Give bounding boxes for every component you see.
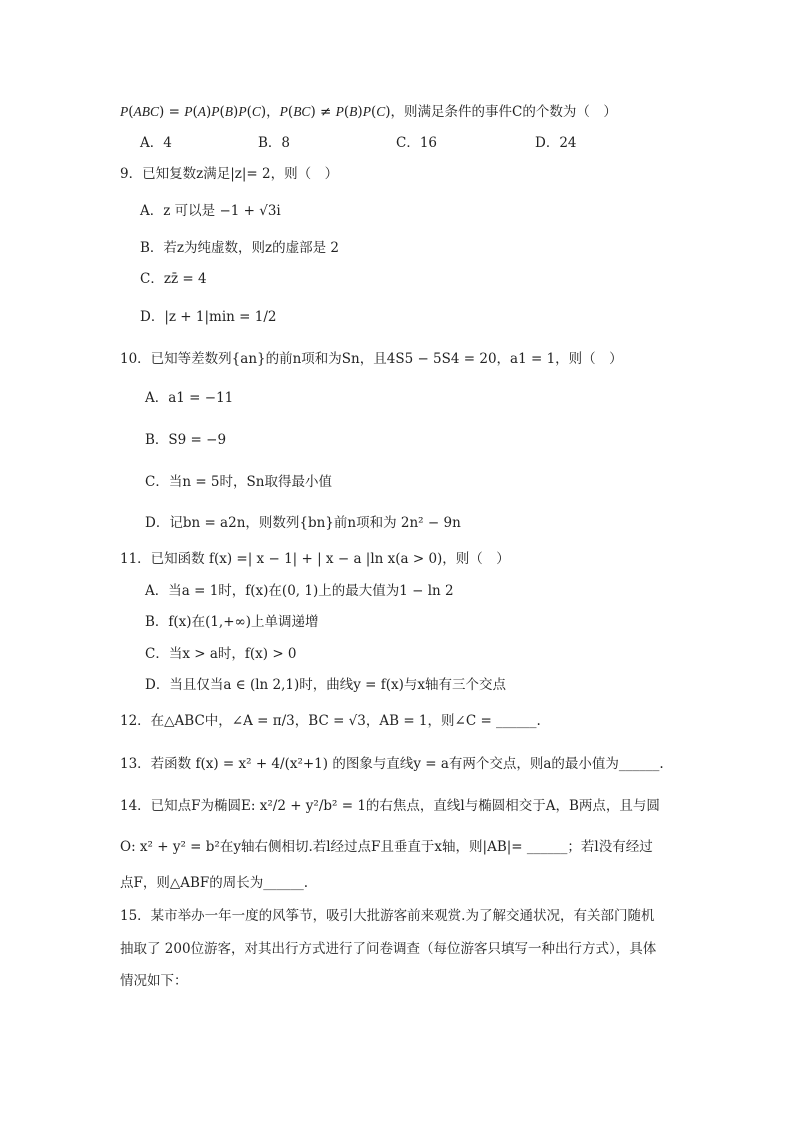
q9-option-b: B．若z为纯虚数，则z的虚部是 2 xyxy=(140,240,340,256)
q9-option-d: D．|z + 1|min = 1/2 xyxy=(140,309,277,325)
q9-stem: 9．已知复数z满足|z|= 2，则（ ） xyxy=(120,166,339,182)
q8-option-c: C．16 xyxy=(396,135,438,151)
q14-line2: O: x² + y² = b²在y轴右侧相切.若l经过点F且垂直于x轴，则|AB|= ______；若l没有经过 xyxy=(120,839,653,855)
q10-option-b: B．S9 = −9 xyxy=(145,432,227,448)
q8-condition-line xyxy=(120,103,617,121)
q10-option-c: C．当n = 5时，Sn取得最小值 xyxy=(145,474,332,490)
q11-option-c: C．当x > a时，f(x) > 0 xyxy=(145,646,297,662)
q10-stem: 10．已知等差数列{an}的前n项和为Sn，且4S5 − 5S4 = 20，a1 = 1，则（ ） xyxy=(120,351,623,367)
q8-option-d: D．24 xyxy=(535,135,577,151)
q11-option-a: A．当a = 1时，f(x)在(0, 1)上的最大值为1 − ln 2 xyxy=(145,583,454,599)
q15-line2: 抽取了 200位游客，对其出行方式进行了问卷调查（每位游客只填写一种出行方式），具体 xyxy=(120,941,657,957)
q10-option-a: A．a1 = −11 xyxy=(145,390,234,406)
q11-option-d: D．当且仅当a ∈ (ln 2,1)时，曲线y = f(x)与x轴有三个交点 xyxy=(145,677,507,693)
q9-option-a: A．z 可以是 −1 + √3i xyxy=(140,203,281,219)
q14-line1: 14．已知点F为椭圆E: x²/2 + y²/b² = 1的右焦点，直线l与椭圆相交于A，B两点，且与圆 xyxy=(120,798,660,814)
q9-option-c: C．zz̄ = 4 xyxy=(140,271,207,287)
q10-option-d: D．记bn = a2n，则数列{bn}前n项和为 2n² − 9n xyxy=(145,515,461,531)
q8-option-b: B．8 xyxy=(258,135,291,151)
q13-text: 13．若函数 f(x) = x² + 4/(x²+1) 的图象与直线y = a有两个交点，则a的最小值为______. xyxy=(120,756,664,772)
q11-option-b: B．f(x)在(1,+∞)上单调递增 xyxy=(145,614,319,630)
q14-line3: 点F，则△ABF的周长为______. xyxy=(120,875,309,891)
q11-stem: 11．已知函数 f(x) =| x − 1| + | x − a |ln x(a > 0)，则（ ） xyxy=(120,551,510,567)
q8-formula: P(ABC) = P(A)P(B)P(C)，P(BC) ≠ P(B)P(C) xyxy=(120,104,391,120)
q15-line1: 15．某市举办一年一度的风筝节，吸引大批游客前来观赏.为了解交通状况，有关部门随机 xyxy=(120,908,655,924)
q12-text: 12．在△ABC中，∠A = π/3，BC = √3，AB = 1，则∠C = ______. xyxy=(120,713,541,729)
q8-tail: ，则满足条件的事件C的个数为（ ） xyxy=(390,104,617,120)
q8-option-a: A．4 xyxy=(140,135,172,151)
q15-line3: 情况如下： xyxy=(120,973,188,989)
